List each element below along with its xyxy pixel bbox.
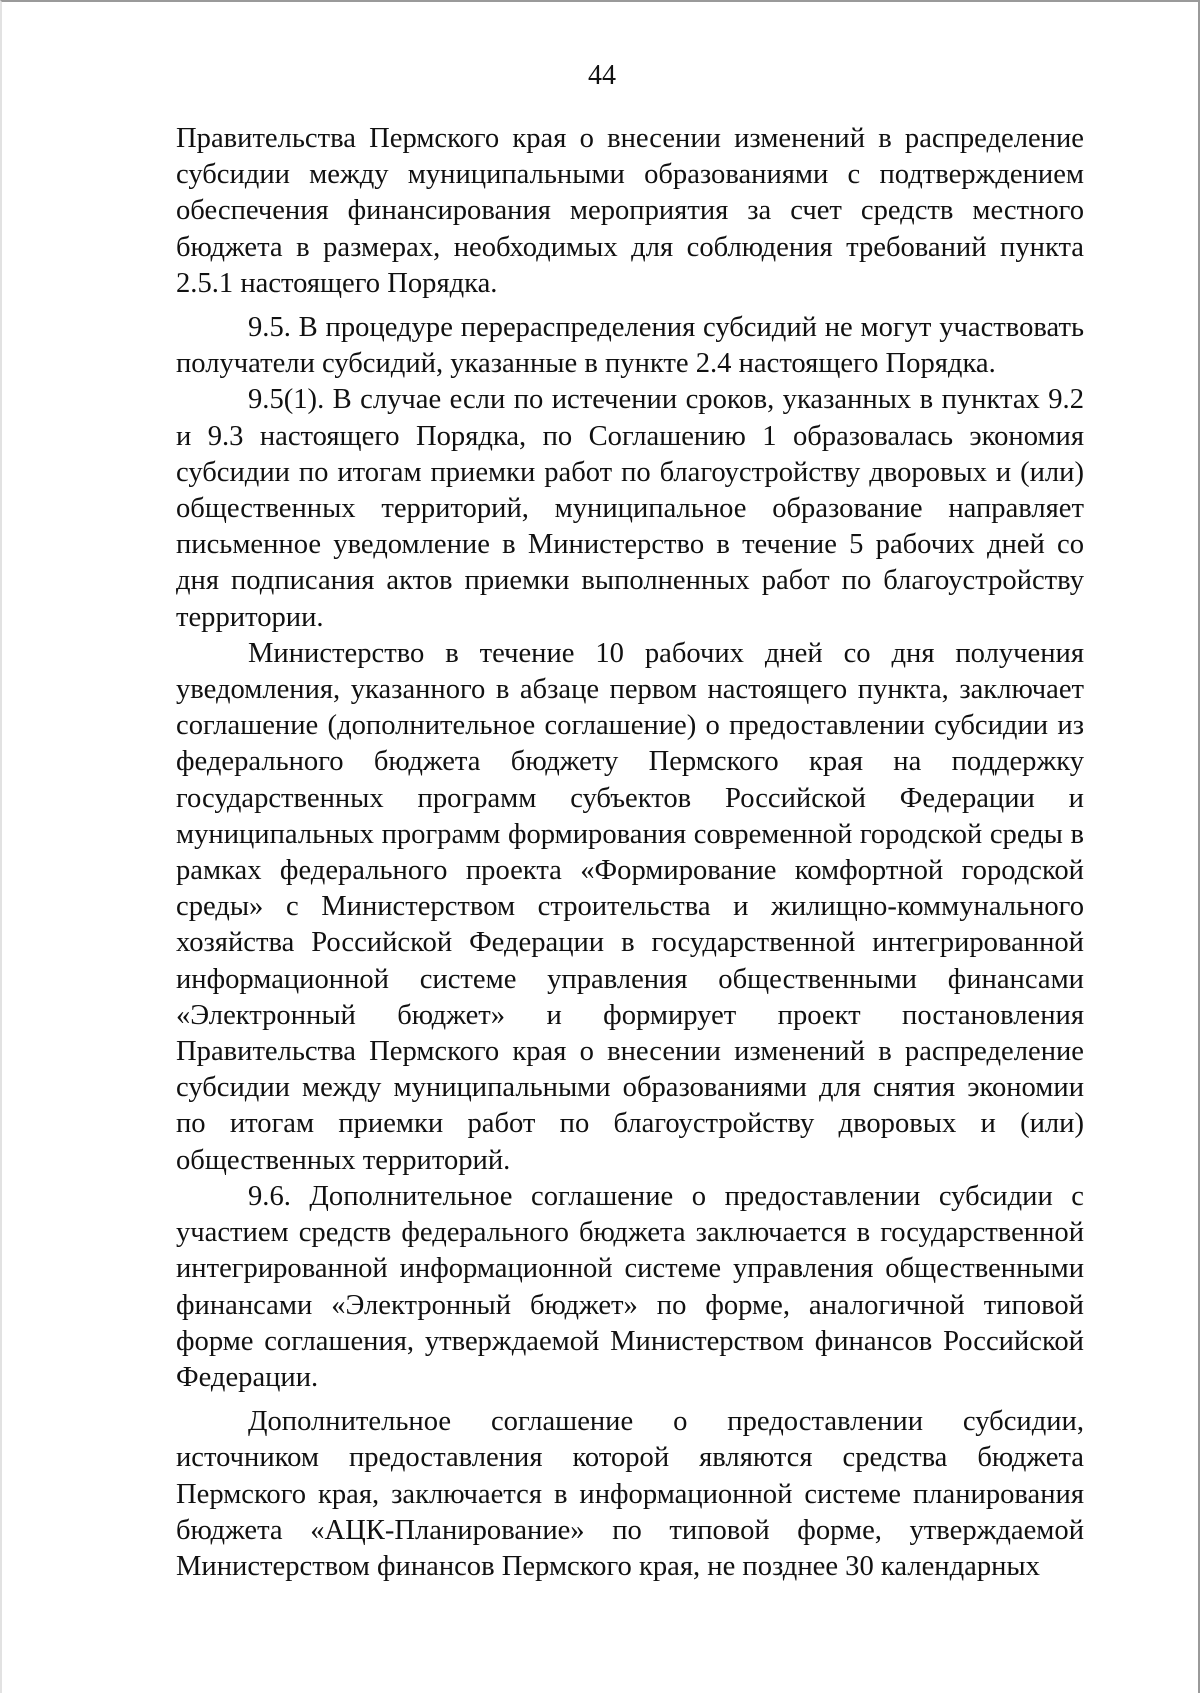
paragraph-9-6: 9.6. Дополнительное соглашение о предоставлении субсидии с участием средств федерального бюджета заключается в государственной интегрированной информационной системе управления общественными финансами «Электронный бюджет» по форме, аналогичной типовой форме соглашения, утверждаемой Министерством финансов Российской Федерации. <box>176 1180 1084 1393</box>
paragraph-ministry-agreement: Министерство в течение 10 рабочих дней со дня получения уведомления, указанного в абзаце первом настоящего пункта, заключает соглашение (дополнительное соглашение) о предоставлении субсидии из федерального бюджета бюджету Пермского края на поддержку государственных программ субъектов Российской Федерации и муниципальных программ формирования современной городской среды в рамках федерального проекта «Формирование комфортной городской среды» с Министерством строительства и жилищно-коммунального хозяйства Российской Федерации в государственной интегрированной информационной системе управления общественными финансами «Электронный бюджет» и формирует проект постановления Правительства Пермского края о внесении изменений в распределение субсидии между муниципальными образованиями для снятия экономии по итогам приемки работ по благоустройству дворовых и (или) общественных территорий. <box>176 637 1084 1176</box>
paragraph-9-5-1: 9.5(1). В случае если по истечении сроков, указанных в пунктах 9.2 и 9.3 настоящего Порядка, по Соглашению 1 образовалась экономия субсидии по итогам приемки работ по благоустройству дворовых и (или) общественных территорий, муниципальное образование направляет письменное уведомление в Министерство в течение 5 рабочих дней со дня подписания актов приемки выполненных работ по благоустройству территории. <box>176 384 1084 633</box>
document-body <box>176 121 1084 1585</box>
paragraph-9-5: 9.5. В процедуре перераспределения субсидий не могут участвовать получатели субсидий, указанные в пункте 2.4 настоящего Порядка. <box>176 312 1084 380</box>
paragraph-additional-agreement: Дополнительное соглашение о предоставлении субсидии, источником предоставления которой являются средства бюджета Пермского края, заключается в информационной системе планирования бюджета «АЦК-Планирование» по типовой форме, утверждаемой Министерством финансов Пермского края, не позднее 30 календарных <box>176 1406 1084 1582</box>
page-number: 44 <box>588 60 616 91</box>
paragraph-continuation: Правительства Пермского края о внесении изменений в распределение субсидии между муниципальными образованиями с подтверждением обеспечения финансирования мероприятия за счет средств местного бюджета в размерах, необходимых для соблюдения требований пункта 2.5.1 настоящего Порядка. <box>176 123 1084 299</box>
